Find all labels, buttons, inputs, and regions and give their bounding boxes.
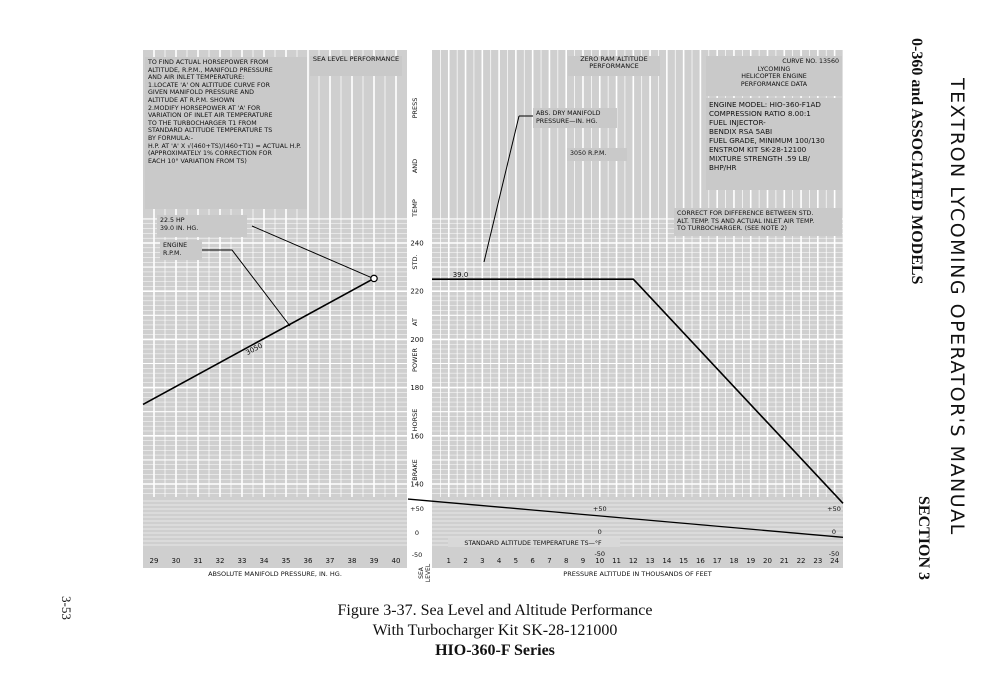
x-tick-right: 7 [547,557,552,565]
x-tick-right: 21 [779,557,789,565]
temp-mark-mid: -50 [594,550,606,558]
temp-tick-label: -50 [411,551,423,559]
temp-tick-label: 0 [414,529,420,537]
page-number: 3-53 [59,596,74,620]
manual-subtitle: 0-360 and ASSOCIATED MODELS [908,38,925,285]
y-axis-word: PRESS [411,97,419,119]
figure-caption [215,601,775,661]
x-tick-right: 8 [563,557,569,565]
y-axis-word: TEMP [411,199,419,217]
x-tick-left: 30 [171,557,181,565]
zero-ram-header: ZERO RAM ALTITUDE PERFORMANCE [568,56,660,76]
x-tick-right: 3 [480,557,485,565]
x-tick-left: 36 [303,557,313,565]
y-axis-word: POWER [411,347,419,373]
x-tick-right: 19 [746,557,756,565]
x-tick-left: 31 [193,557,203,565]
temp-mark-right: +50 [827,505,841,513]
x-tick-right: 1 [446,557,452,565]
x-tick-right: 11 [612,557,621,565]
x-tick-right: 9 [580,557,586,565]
manual-title: TEXTRON LYCOMING OPERATOR'S MANUAL [946,78,968,536]
rpm-label: 3050 R.P.M. [567,148,627,161]
temp-mark-right: -50 [828,550,840,558]
data-title: LYCOMING HELICOPTER ENGINE PERFORMANCE DATA [740,65,808,88]
x-tick-left: 39 [369,557,379,565]
x-axis-label-left: ABSOLUTE MANIFOLD PRESSURE, IN. HG. [208,570,342,578]
x-tick-right: 20 [763,557,772,565]
point-a-marker [371,275,377,281]
x-tick-left: 29 [149,557,159,565]
x-axis-label-right: PRESSURE ALTITUDE IN THOUSANDS OF FEET [563,570,712,578]
x-tick-right: 12 [628,557,638,565]
x-tick-left: 40 [391,557,401,565]
x-tick-right: 16 [695,557,705,565]
temp-mark-right: 0 [831,528,837,536]
x-tick-right: 22 [796,557,806,565]
sea-level-header: SEA LEVEL PERFORMANCE [310,56,402,76]
point-a-annotation: 22.5 HP 39.0 IN. HG. [157,215,247,237]
x-tick-left: 34 [259,557,269,565]
manifold-pressure-label: ABS. DRY MANIFOLD PRESSURE—IN. HG. [533,108,617,128]
x-tick-right: 2 [463,557,468,565]
caption-line-2: With Turbocharger Kit SK-28-121000 [372,622,618,639]
x-tick-right: 6 [530,557,535,565]
x-tick-right: 14 [662,557,672,565]
y-axis-word: STD. [411,254,419,270]
x-tick-right: 23 [813,557,823,565]
y-tick-label: 140 [410,480,424,489]
correction-note: CORRECT FOR DIFFERENCE BETWEEN STD. ALT. TEMP. TS AND ACTUAL INLET AIR TEMP. TO TURBOCHARGER. (SEE NOTE 2) [674,208,842,236]
x-tick-right: 13 [645,557,655,565]
x-tick-left: 38 [347,557,357,565]
y-axis-word: HORSE [411,408,419,432]
temp-mark-mid: 0 [597,528,602,536]
temp-tick-label: +50 [410,505,424,513]
engine-rpm-label: ENGINE R.P.M. [160,240,202,260]
x-tick-right: 18 [729,557,739,565]
x-tick-left: 35 [281,557,291,565]
sea-level-label: SEA [418,567,425,579]
caption-line-3: HIO-360-F Series [435,642,555,659]
y-axis-word: AND [411,158,419,174]
sea-level-label: LEVEL [425,563,432,583]
y-tick-label: 220 [410,287,424,296]
y-tick-label: 160 [410,432,424,441]
x-tick-right: 10 [595,557,605,565]
x-tick-left: 33 [237,557,247,565]
curve-number: CURVE NO. 13560 [782,58,839,65]
engine-data-box: ENGINE MODEL: HIO-360-F1AD COMPRESSION RATIO 8.00:1 FUEL INJECTOR- BENDIX RSA 5ABI FUEL GRADE, MINIMUM 100/130 ENSTROM KIT SK-28-12100 MIXTURE STRENGTH .59 LB/ BHP/HR [706,98,842,190]
y-tick-label: 180 [410,384,424,393]
rpm-line-label: 3050 [244,341,265,357]
temp-mark-mid: +50 [592,505,607,513]
performance-data-box [706,56,842,96]
y-axis-word: AT [411,318,419,326]
temperature-label: STANDARD ALTITUDE TEMPERATURE TS—°F [464,540,602,547]
y-tick-label: 240 [410,239,424,248]
y-tick-label: 200 [410,335,424,344]
section-label: SECTION 3 [915,496,932,581]
instructions-box: TO FIND ACTUAL HORSEPOWER FROM ALTITUDE, R.P.M., MANIFOLD PRESSURE AND AIR INLET TEMPERATURE: 1.LOCATE 'A' ON ALTITUDE CURVE FOR GIVEN MANIFOLD PRESSURE AND ALTITUDE AT R.P.M. SHOWN 2.MODIFY HORSEPOWER AT 'A' FOR VARIATION OF INLET AIR TEMPERATURE TO THE TURBOCHARGER T1 FROM STANDARD ALTITUDE TEMPERATURE TS BY FORMULA:- H.P. AT 'A' X √(460+TS)/(460+T1) = ACTUAL H.P. (APPROXIMATELY 1% CORRECTION FOR EACH 10° VARIATION FROM TS) [145,57,307,209]
x-tick-left: 32 [215,557,225,565]
x-tick-right: 24 [830,557,840,565]
x-tick-right: 4 [496,557,502,565]
x-tick-left: 37 [325,557,335,565]
x-tick-right: 17 [712,557,722,565]
x-tick-right: 5 [513,557,519,565]
y-axis-word: BRAKE [411,459,419,481]
caption-line-1: Figure 3-37. Sea Level and Altitude Performance [337,602,653,619]
curve-label-39: 39.0 [452,271,469,280]
x-tick-right: 15 [679,557,689,565]
